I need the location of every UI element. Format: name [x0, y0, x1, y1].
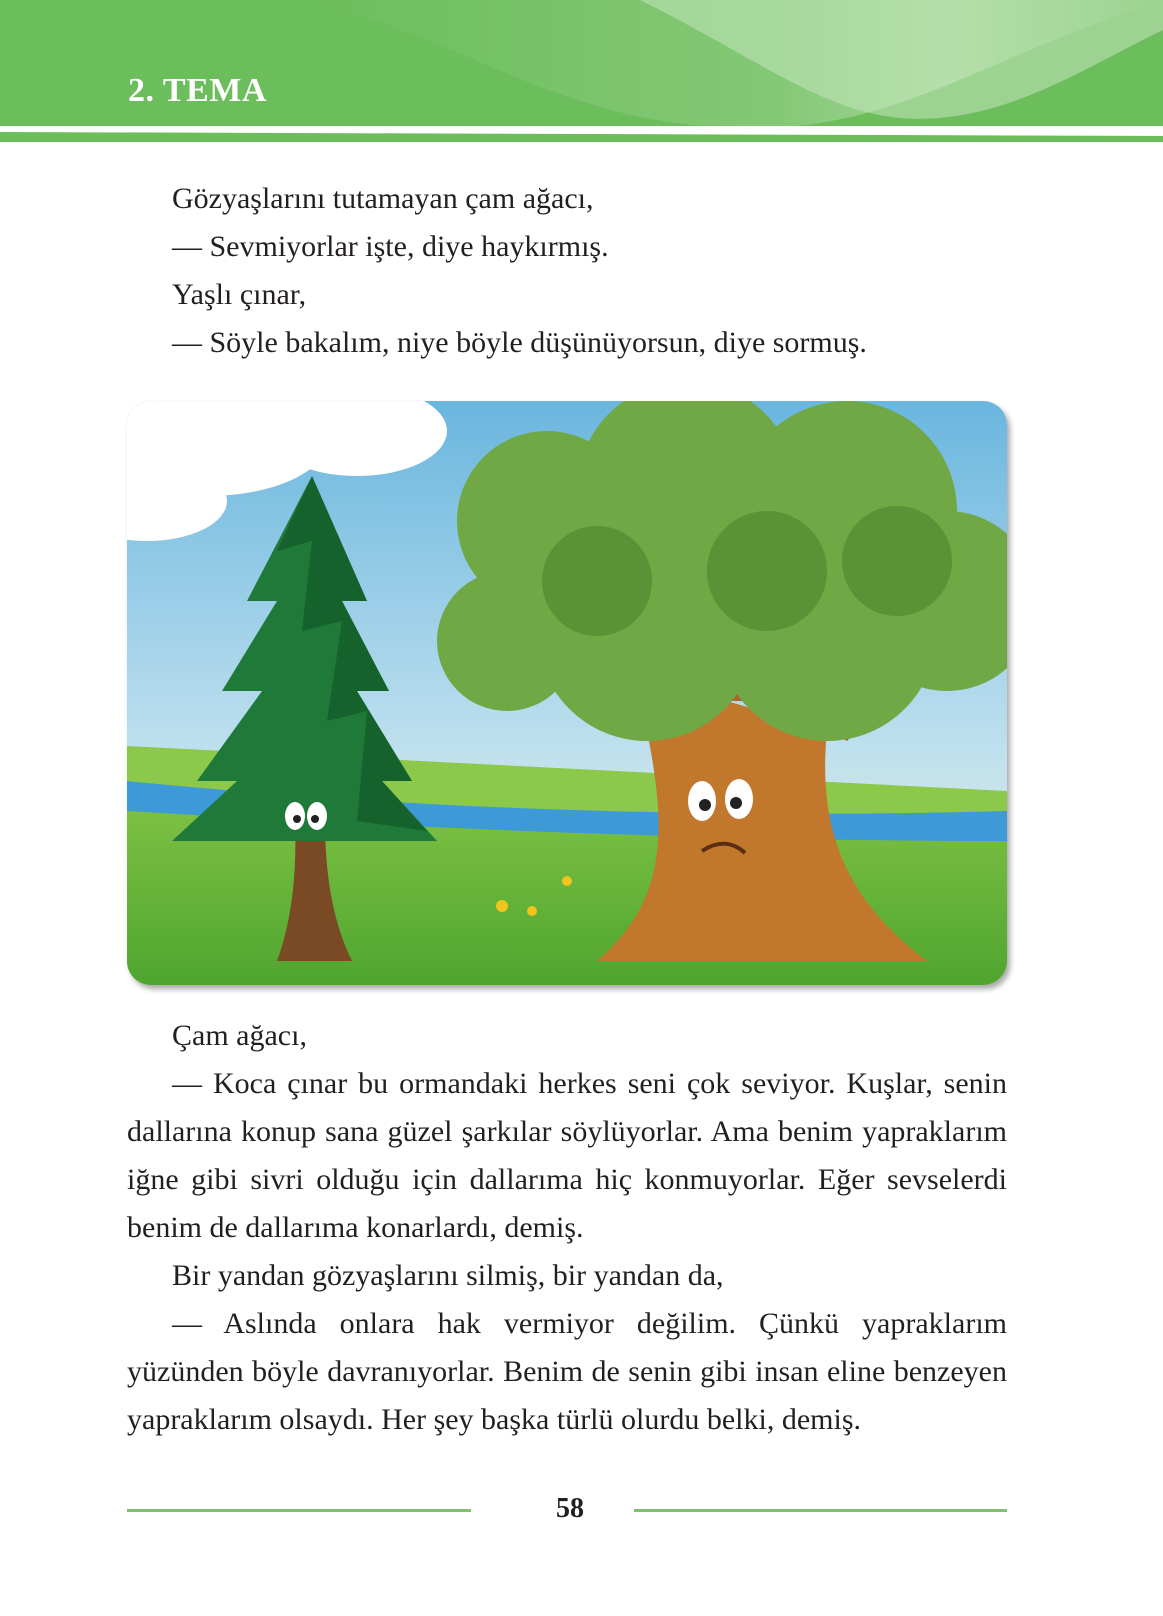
paragraph: — Koca çınar bu ormandaki herkes seni çok seviyor. Kuşlar, senin dallarına konup sana güzel şarkılar söylüyorlar. Ama benim yapraklarım iğne gibi sivri olduğu için dallarıma hiç konmuyorlar. Eğer sevselerdi benim de dallarıma konarlardı, demiş.: [127, 1067, 1007, 1244]
footer-rule-right: [634, 1509, 1007, 1512]
pine-tree-and-plane-tree-illustration: [127, 401, 1007, 985]
paragraph: — Aslında onlara hak vermiyor değilim. Çünkü yapraklarım yüzünden böyle davranıyorlar. Benim de senin gibi insan eline benzeyen yapraklarım olsaydı. Her şey başka türlü olurdu belki, demiş.: [127, 1307, 1007, 1436]
text-line: Gözyaşlarını tutamayan çam ağacı,: [172, 182, 594, 215]
page-number: 58: [556, 1493, 584, 1524]
text-line: Yaşlı çınar,: [172, 278, 307, 311]
theme-header: [0, 0, 1163, 150]
footer-rule-left: [127, 1509, 471, 1512]
paragraph: Bir yandan gözyaşlarını silmiş, bir yandan da,: [172, 1259, 724, 1292]
theme-title: 2. TEMA: [128, 72, 267, 109]
top-dialogue: [127, 175, 1007, 367]
text-line: — Sevmiyorlar işte, diye haykırmış.: [172, 230, 609, 263]
text-line: — Söyle bakalım, niye böyle düşünüyorsun, diye sormuş.: [172, 326, 867, 359]
paragraph: Çam ağacı,: [172, 1019, 307, 1052]
story-paragraphs: [127, 1012, 1007, 1444]
